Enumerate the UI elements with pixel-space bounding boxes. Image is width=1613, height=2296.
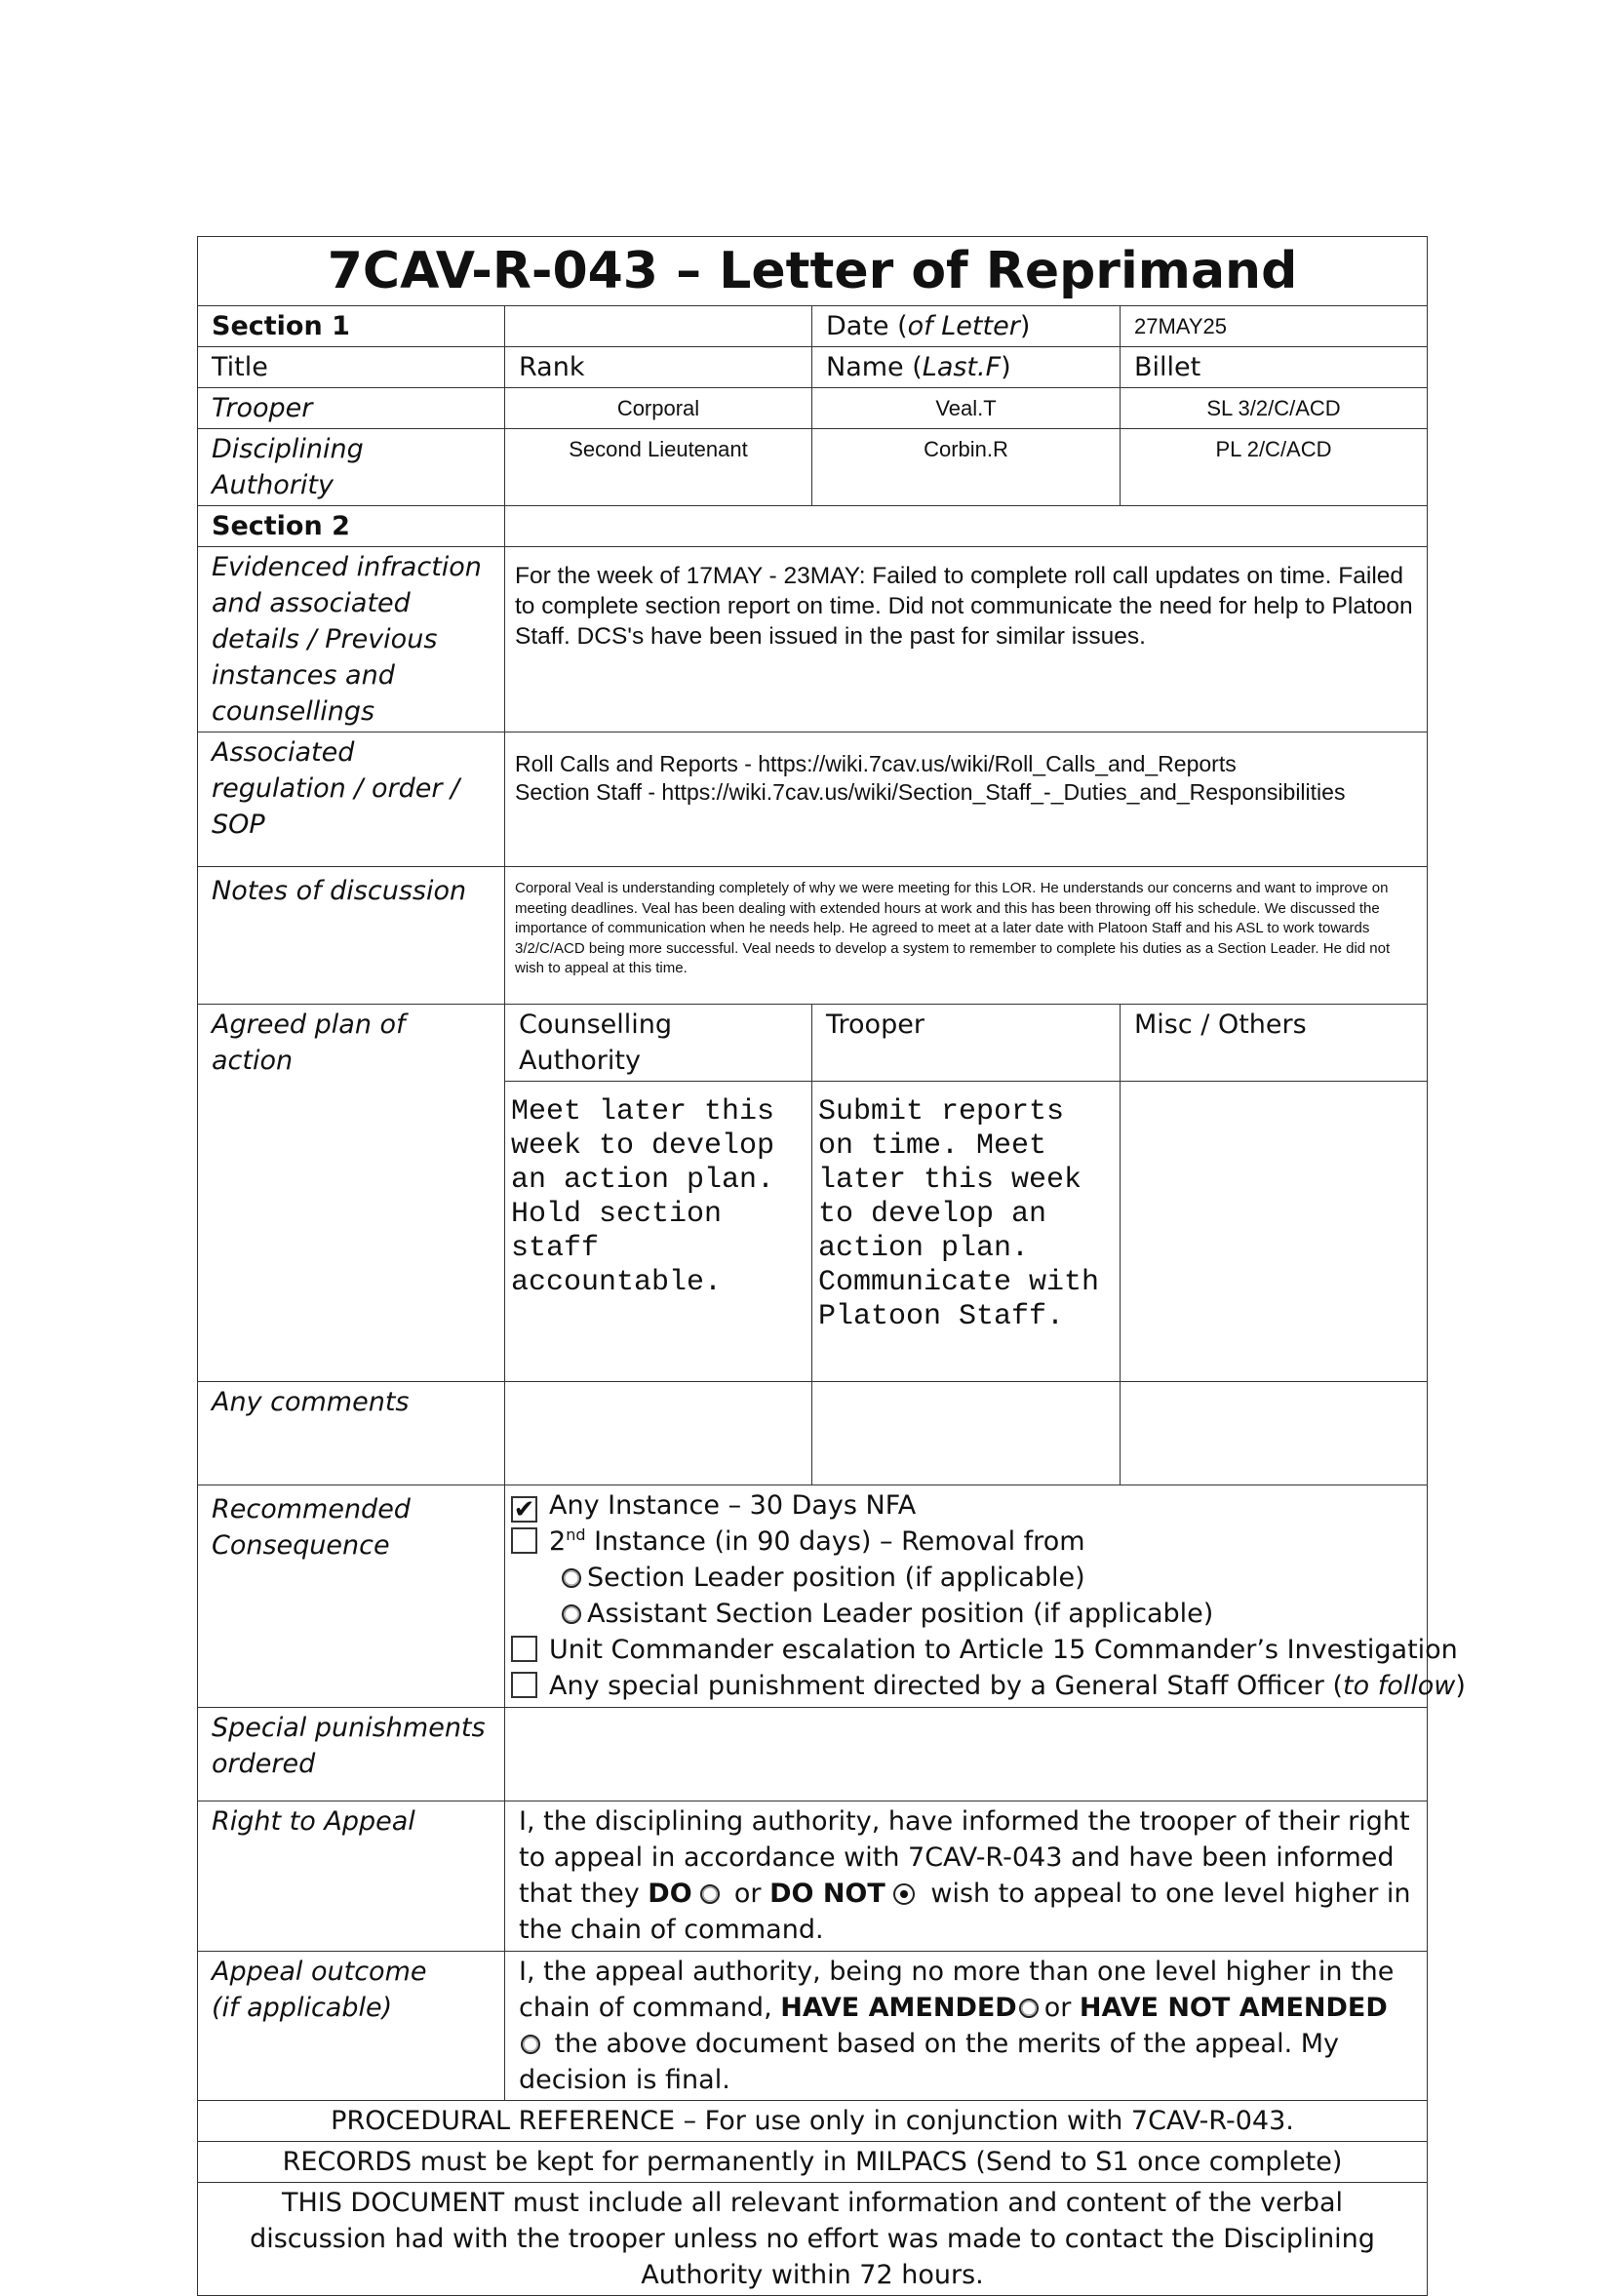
- radio-icon[interactable]: [562, 1568, 581, 1588]
- radio-amended-icon[interactable]: [1019, 1999, 1039, 2018]
- date-value[interactable]: 27MAY25: [1121, 306, 1428, 347]
- authority-label: Disciplining Authority: [198, 429, 505, 506]
- special-label: Special punishments ordered: [198, 1708, 505, 1801]
- infraction-text[interactable]: For the week of 17MAY - 23MAY: Failed to complete roll call updates on time. Failed to complete section report on time. Did not communicate the need for help to Platoon Staff. DCS's have been issued in the past for similar issues.: [505, 547, 1428, 732]
- radio-not-amended-icon[interactable]: [521, 2035, 540, 2054]
- checkbox-icon[interactable]: [511, 1527, 537, 1554]
- section-2-blank: [505, 506, 1428, 547]
- consequence-option-3[interactable]: Unit Commander escalation to Article 15 Commander’s Investigation: [511, 1632, 1421, 1668]
- plan-col-misc: Misc / Others: [1121, 1005, 1428, 1082]
- rank-col-label: Rank: [505, 347, 812, 388]
- outcome-label: Appeal outcome (if applicable): [198, 1952, 505, 2101]
- billet-col-label: Billet: [1121, 347, 1428, 388]
- trooper-name[interactable]: Veal.T: [812, 388, 1121, 429]
- name-col-label: Name (Last.F): [812, 347, 1121, 388]
- footer-document-note: THIS DOCUMENT must include all relevant information and content of the verbal discussion had with the trooper unless no effort was made to contact the Disciplining Authority within 72 hours.: [198, 2183, 1428, 2296]
- section-2-label: Section 2: [198, 506, 505, 547]
- authority-name[interactable]: Corbin.R: [812, 429, 1121, 506]
- regulation-link-1[interactable]: Roll Calls and Reports - https://wiki.7cav.us/wiki/Roll_Calls_and_Reports: [515, 751, 1237, 776]
- comments-misc[interactable]: [1121, 1382, 1428, 1485]
- consequence-option-2b[interactable]: Assistant Section Leader position (if applicable): [511, 1596, 1421, 1632]
- checked-checkbox-icon[interactable]: ✔: [511, 1496, 537, 1523]
- trooper-billet[interactable]: SL 3/2/C/ACD: [1121, 388, 1428, 429]
- plan-col-counselling: Counselling Authority: [505, 1005, 812, 1082]
- outcome-text: I, the appeal authority, being no more than one level higher in the chain of command, HAVE AMENDED or HAVE NOT AMENDED the above document based on the merits of the appeal. My decision is final.: [505, 1952, 1428, 2101]
- discussion-text[interactable]: Corporal Veal is understanding completely of why we were meeting for this LOR. He understands our concerns and want to improve on meeting deadlines. Veal has been dealing with extended hours at work and this has been throwing off his schedule. We discussed the importance of communication when he needs help. He agreed to meet at a later date with Platoon Staff and his ASL to work towards 3/2/C/ACD being more successful. Veal needs to develop a system to remember to complete his duties as a Section Leader. He did not wish to appeal at this time.: [505, 867, 1428, 1005]
- radio-do-not-selected-icon[interactable]: [893, 1883, 915, 1905]
- checkbox-icon[interactable]: [511, 1672, 537, 1698]
- consequence-option-1[interactable]: ✔ Any Instance – 30 Days NFA: [511, 1487, 1421, 1524]
- footer-records: RECORDS must be kept for permanently in MILPACS (Send to S1 once complete): [198, 2142, 1428, 2183]
- section-1-label: Section 1: [198, 306, 505, 347]
- date-label: Date (of Letter): [812, 306, 1121, 347]
- consequence-label: Recommended Consequence: [198, 1485, 505, 1708]
- plan-misc-text[interactable]: [1121, 1082, 1428, 1382]
- radio-do-icon[interactable]: [700, 1884, 720, 1904]
- checkbox-icon[interactable]: [511, 1636, 537, 1662]
- comments-trooper[interactable]: [812, 1382, 1121, 1485]
- radio-icon[interactable]: [562, 1604, 581, 1624]
- plan-col-trooper: Trooper: [812, 1005, 1121, 1082]
- authority-billet[interactable]: PL 2/C/ACD: [1121, 429, 1428, 506]
- title-col-label: Title: [198, 347, 505, 388]
- consequence-option-2a[interactable]: Section Leader position (if applicable): [511, 1560, 1421, 1596]
- regulation-text[interactable]: [505, 732, 1428, 867]
- reprimand-form: [197, 236, 1466, 2296]
- trooper-label: Trooper: [198, 388, 505, 429]
- consequence-options: [505, 1485, 1466, 1708]
- appeal-label: Right to Appeal: [198, 1801, 505, 1952]
- consequence-option-4[interactable]: Any special punishment directed by a General Staff Officer (to follow): [511, 1668, 1421, 1704]
- plan-label: Agreed plan of action: [198, 1005, 505, 1382]
- appeal-text: I, the disciplining authority, have informed the trooper of their right to appeal in accordance with 7CAV-R-043 and have been informed that they DO or DO NOT wish to appeal to one level higher in the chain of command.: [505, 1801, 1428, 1952]
- consequence-option-2[interactable]: 2nd Instance (in 90 days) – Removal from: [511, 1524, 1421, 1560]
- plan-trooper-text[interactable]: Submit reports on time. Meet later this week to develop an action plan. Communicate with Platoon Staff.: [812, 1082, 1121, 1382]
- authority-rank[interactable]: Second Lieutenant: [505, 429, 812, 506]
- section-1-blank: [505, 306, 812, 347]
- regulation-label: Associated regulation / order / SOP: [198, 732, 505, 867]
- infraction-label: Evidenced infraction and associated details / Previous instances and counsellings: [198, 547, 505, 732]
- footer-procedural: PROCEDURAL REFERENCE – For use only in conjunction with 7CAV-R-043.: [198, 2101, 1428, 2142]
- trooper-rank[interactable]: Corporal: [505, 388, 812, 429]
- regulation-link-2[interactable]: Section Staff - https://wiki.7cav.us/wiki/Section_Staff_-_Duties_and_Responsibilities: [515, 779, 1346, 805]
- plan-counselling-text[interactable]: Meet later this week to develop an action plan. Hold section staff accountable.: [505, 1082, 812, 1382]
- discussion-label: Notes of discussion: [198, 867, 505, 1005]
- comments-counselling[interactable]: [505, 1382, 812, 1485]
- special-text[interactable]: [505, 1708, 1428, 1801]
- comments-label: Any comments: [198, 1382, 505, 1485]
- document-title: 7CAV-R-043 – Letter of Reprimand: [198, 237, 1428, 306]
